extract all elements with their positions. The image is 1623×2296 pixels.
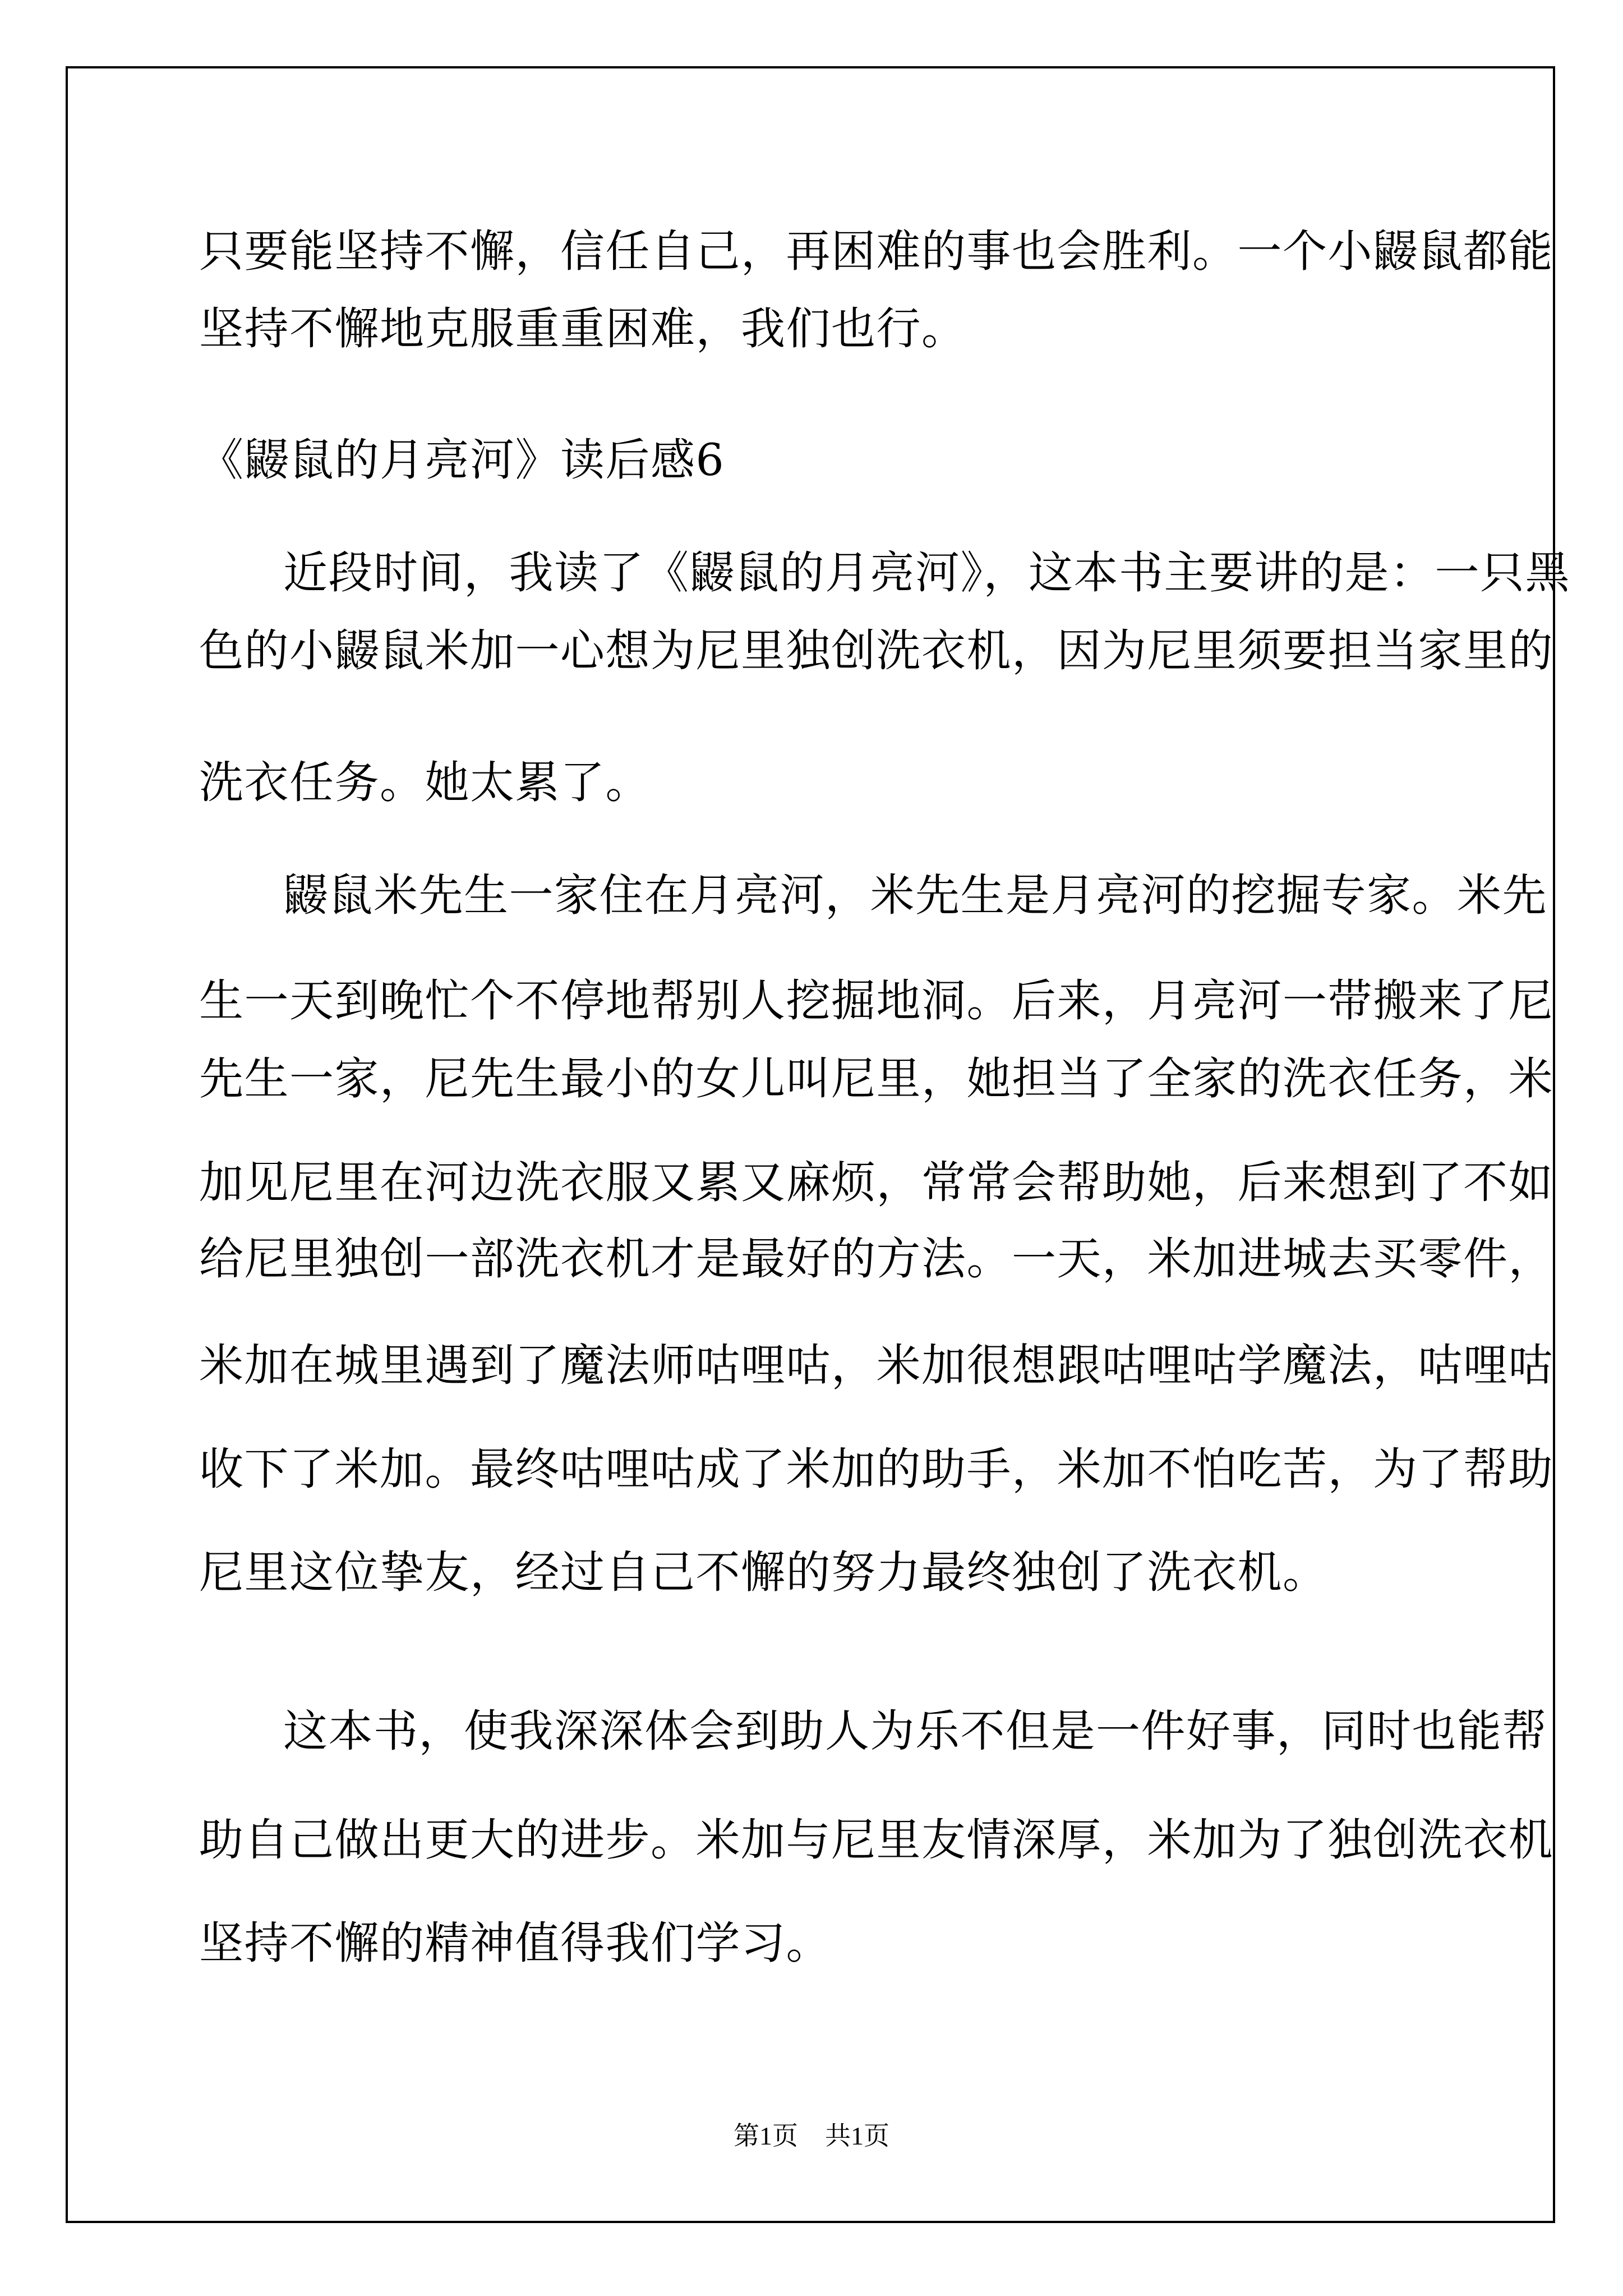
text-line: 尼里这位挚友，经过自己不懈的努力最终独创了洗衣机。 [199,1547,1328,1598]
page-total: 共1页 [825,2122,889,2150]
text-line: 米加在城里遇到了魔法师咕哩咕，米加很想跟咕哩咕学魔法，咕哩咕 [199,1340,1553,1391]
text-line: 洗衣任务。她太累了。 [199,757,651,808]
text-line: 鼹鼠米先生一家住在月亮河，米先生是月亮河的挖掘专家。米先 [283,869,1547,921]
text-line: 给尼里独创一部洗衣机才是最好的方法。一天，米加进城去买零件， [199,1233,1553,1285]
text-line: 加见尼里在河边洗衣服又累又麻烦，常常会帮助她，后来想到了不如 [199,1157,1553,1208]
page-number: 第1页 [734,2122,798,2150]
text-line: 助自己做出更大的进步。米加与尼里友情深厚，米加为了独创洗衣机 [199,1814,1553,1866]
page-footer [0,2120,1623,2152]
text-line: 近段时间，我读了《鼹鼠的月亮河》，这本书主要讲的是：一只黑 [283,547,1570,599]
text-line: 收下了米加。最终咕哩咕成了米加的助手，米加不怕吃苦，为了帮助 [199,1443,1553,1495]
text-line: 只要能坚持不懈，信任自己，再困难的事也会胜利。一个小鼹鼠都能 [199,226,1553,277]
text-line: 色的小鼹鼠米加一心想为尼里独创洗衣机，因为尼里须要担当家里的 [199,625,1553,677]
text-line: 生一天到晚忙个不停地帮别人挖掘地洞。后来，月亮河一带搬来了尼 [199,975,1553,1027]
text-line: 坚持不懈的精神值得我们学习。 [199,1917,831,1969]
text-line: 坚持不懈地克服重重困难，我们也行。 [199,303,967,355]
text-line: 先生一家，尼先生最小的女儿叫尼里，她担当了全家的洗衣任务，米 [199,1053,1553,1105]
section-heading: 《鼹鼠的月亮河》读后感6 [199,434,725,486]
page-border [66,66,1555,2223]
text-line: 这本书，使我深深体会到助人为乐不但是一件好事，同时也能帮 [283,1705,1547,1757]
